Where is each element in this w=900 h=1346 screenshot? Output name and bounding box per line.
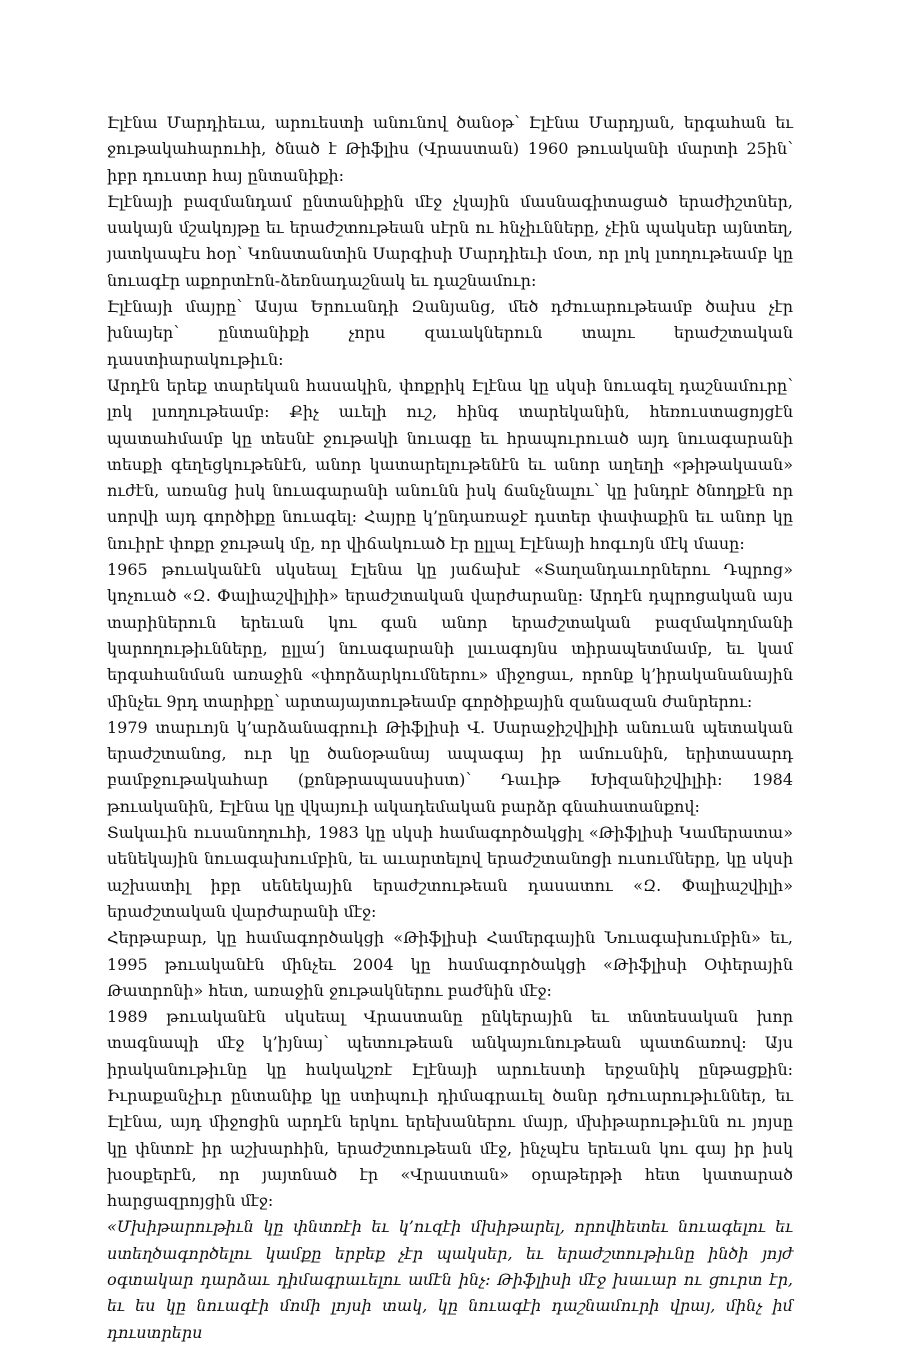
- paragraph-school: 1965 թուականէն սկսեալ Էլենա կը յաճախէ «Տաղանդաւորներու Դպրոց» կոչուած «Զ. Փալիաշվիլիի» երաժշտական վարժարանը: Արդէն դպրոցական այս տարիներուն երեւան կու գան անոր երաժշտական բազմակողմանի կարողութիւնները, ըլլա՛յ նուագարանի լաւագոյնս տիրապետմամբ, եւ կամ երգահանման առաջին «փորձարկումներու» միջոցաւ, որոնք կ’իրականանային մինչեւ 9րդ տարիքը՝ արտայայտութեամբ գործիքային զանազան ժանրերու:: [107, 560, 793, 711]
- paragraph-conservatory: 1979 տարւոյն կ’արձանագրուի Թիֆլիսի Վ. Սարաջիշվիլիի անուան պետական երաժշտանոց, ուր կը ծանօթանայ ապագայ իր ամուսնին, երիտասարդ բամբջութակահար (քոնթրապասսիստ)՝ Դաւիթ Խիզանիշվիլիի: 1984 թուականին, Էլէնա կը վկայուի ակադեմական բարձր գնահատանքով:: [107, 717, 793, 816]
- paragraph-crisis: 1989 թուականէն սկսեալ Վրաստանը ընկերային եւ տնտեսական խոր տագնապի մէջ կ’իյնայ՝ պետութեան անկայունութեան պատճառով: Այս իրականութիւնը կը հակակշռէ Էլէնայի արուեստի երջանիկ ընթացքին: Իւրաքանչիւր ընտանիք կը ստիպուի դիմագրաւել ծանր դժուարութիւններ, եւ Էլէնա, այդ միջոցին արդէն երկու երեխաներու մայր, մխիթարութիւնն ու յոյսը կը փնտռէ իր աշխարհին, երաժշտութեան մէջ, ինչպէս երեւան կու գայ իր իսկ խօսքերէն, որ յայտնած էր «Վրաստան» օրաթերթի հետ կատարած հարցազրոյցին մէջ:: [107, 1007, 793, 1211]
- paragraph-quote: «Մխիթարութիւն կը փնտռէի եւ կ’ուզէի մխիթարել, որովհետեւ նուագելու եւ ստեղծագործելու կամքը երբեք չէր պակսեր, եւ երաժշտութիւնը ինծի յոյժ օգտակար դարձաւ դիմագրաւելու ամէն ինչ: Թիֆլիսի մէջ խաւար ու ցուրտ էր, եւ ես կը նուագէի մոմի լոյսի տակ, կը նուագէի դաշնամուրի վրայ, մինչ իմ դուստրերս: [107, 1217, 793, 1342]
- paragraph-mother: Էլէնայի մայրը՝ Ասյա Երուանդի Զանյանց, մեծ դժուարութեամբ ծախս չէր խնայեր՝ ընտանիքի չորս զաւակներուն տալու երաժշտական դաստիարակութիւն:: [107, 297, 793, 369]
- paragraph-childhood: Արդէն երեք տարեկան հասակին, փոքրիկ Էլէնա կը սկսի նուագել դաշնամուրը՝ լոկ լսողութեամբ: Քիչ աւելի ուշ, հինգ տարեկանին, հեռուստացոյցէն պատահմամբ կը տեսնէ ջութակի նուագը եւ հրապուրուած այդ նուագարանի տեսքի գեղեցկութենէն, անոր կատարելութենէն եւ անոր աղեղի «թիթակաան» ուժէն, առանց իսկ նուագարանի անունն իսկ ճանչնալու՝ կը խնդրէ ծնողքէն որ սորվի այդ գործիքը նուագել: Հայրը կ’ընդառաջէ դստեր փափաքին եւ անոր կը նուիրէ փոքր ջութակ մը, որ վիճակուած էր ըլլալ Էլէնայի հոգւոյն մէկ մասը:: [107, 375, 793, 553]
- paragraph-birth: Էլէնա Մարդիեւա, արուեստի անունով ծանօթ՝ Էլէնա Մարդյան, երգահան եւ ջութակահարուհի, ծնած է Թիֆլիս (Վրաստան) 1960 թուականի մարտի 25ին՝ իբր դուստր հայ ընտանիքի:: [107, 113, 793, 185]
- paragraph-camerata: Տակաւին ուսանողուհի, 1983 կը սկսի համագործակցիլ «Թիֆլիսի Կամերատա» սենեկային նուագախումբին, եւ աւարտելով երաժշտանոցի ուսումները, կը սկսի աշխատիլ իբր սենեկային երաժշտութեան դասատու «Զ. Փալիաշվիլի» երաժշտական վարժարանի մէջ:: [107, 823, 793, 921]
- paragraph-family: Էլէնայի բազմանդամ ընտանիքին մէջ չկային մասնագիտացած երաժիշտներ, սակայն մշակոյթը եւ երաժշտութեան սէրն ու հնչիւնները, չէին պակսեր այնտեղ, յատկապէս հօր՝ Կոնստանտին Սարգիսի Մարդիեւի մօտ, որ լոկ լսողութեամբ կը նուագէր աքորտէոն-ձեռնադաշնակ եւ դաշնամուր:: [107, 191, 793, 290]
- paragraph-opera: Հերթաբար, կը համագործակցի «Թիֆլիսի Համերգային Նուագախումբին» եւ, 1995 թուականէն մինչեւ 2004 կը համագործակցի «Թիֆլիսի Օփերային Թատրոնի» հետ, առաջին ջութակներու բաժնին մէջ:: [107, 928, 793, 1000]
- document-body: [107, 110, 793, 1346]
